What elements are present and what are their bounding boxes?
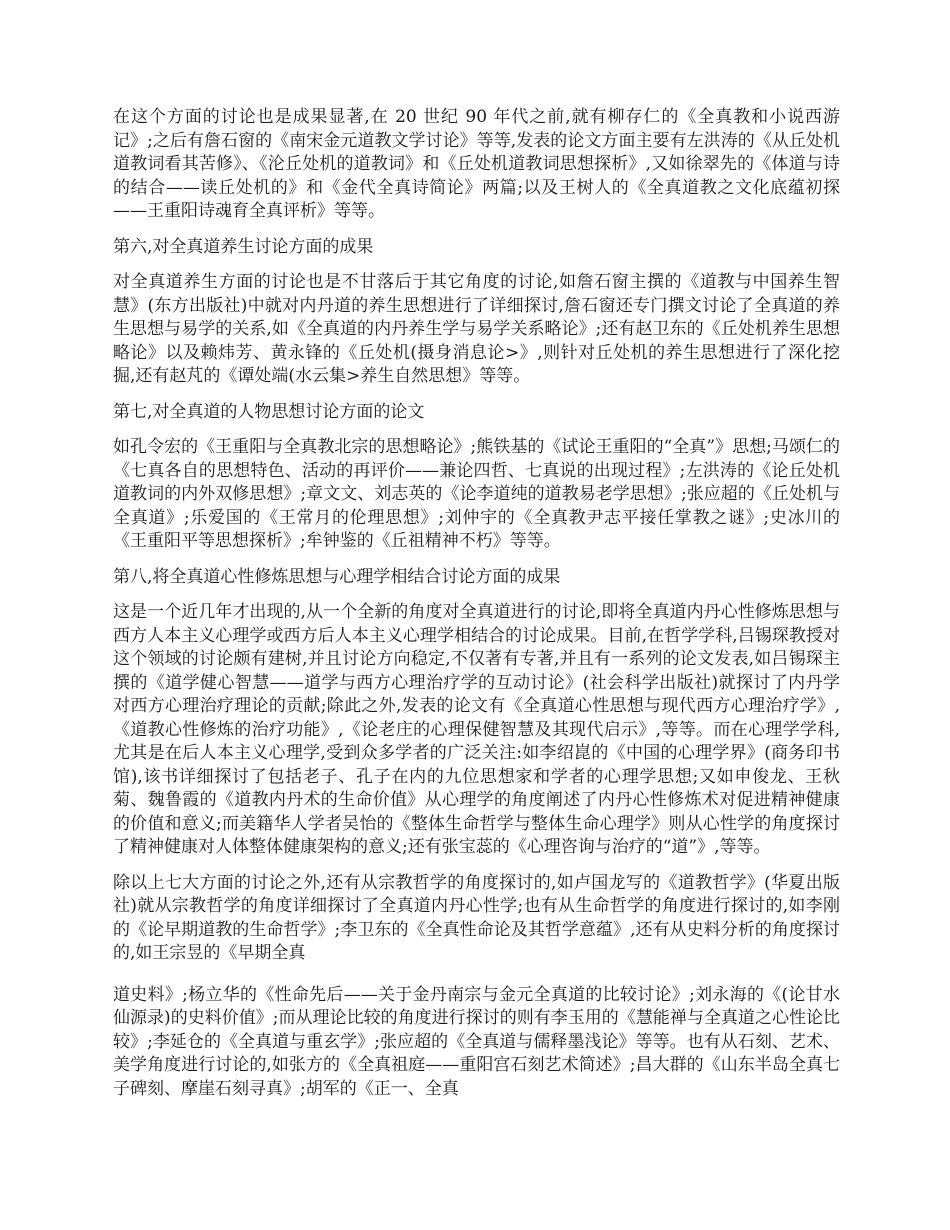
paragraph-health-research: 对全真道养生方面的讨论也是不甘落后于其它角度的讨论,如詹石窗主撰的《道教与中国养生智慧》(东方出版社)中就对内丹道的养生思想进行了详细探讨,詹石窗还专门撰文讨论了全真道的养生思想与易学的关系,如《全真道的内丹养生学与易学关系略论》;还有赵卫东的《丘处机养生思想略论》以及赖炜芳、黄永锋的《丘处机(摄身消息论>》,则针对丘处机的养生思想进行了深化挖掘,还有赵芃的《谭处端(水云集>养生自然思想》等等。 <box>113 272 840 386</box>
paragraph-literature-research: 在这个方面的讨论也是成果显著,在 20 世纪 90 年代之前,就有柳存仁的《全真教和小说西游记》;之后有詹石窗的《南宋金元道教文学讨论》等等,发表的论文方面主要有左洪涛的《从丘处机道教词看其苦修》、《沦丘处机的道教词》和《丘处机道教词思想探析》,又如徐翠先的《体道与诗的结合——读丘处机的》和《金代全真诗简论》两篇;以及王树人的《全真道教之文化底蕴初探——王重阳诗魂育全真评析》等等。 <box>113 107 840 221</box>
paragraph-other-research: 除以上七大方面的讨论之外,还有从宗教哲学的角度探讨的,如卢国龙写的《道教哲学》(华夏出版社)就从宗教哲学的角度详细探讨了全真道内丹心性学;也有从生命哲学的角度进行探讨的,如李刚的《论早期道教的生命哲学》;李卫东的《全真性命论及其哲学意蕴》,还有从史料分析的角度探讨的,如王宗昱的《早期全真 <box>113 872 840 963</box>
paragraph-figures-research: 如孔令宏的《王重阳与全真教北宗的思想略论》;熊铁基的《试论王重阳的“全真”》思想;马颂仁的《七真各自的思想特色、活动的再评价——兼论四哲、七真说的出现过程》;左洪涛的《论丘处机道教词的内外双修思想》;章文文、刘志英的《论李道纯的道教易老学思想》;张应超的《丘处机与全真道》;乐爱国的《王常月的伦理思想》;刘仲宇的《全真教尹志平接任掌教之谜》;史冰川的《王重阳平等思想探析》;牟钟鉴的《丘祖精神不朽》等等。 <box>113 437 841 551</box>
section-heading-health: 第六,对全真道养生讨论方面的成果 <box>113 236 374 257</box>
section-heading-figures: 第七,对全真道的人物思想讨论方面的论文 <box>113 401 425 422</box>
paragraph-other-research-continued: 道史料》;杨立华的《性命先后——关于金丹南宗与金元全真道的比较讨论》;刘永海的《(论甘水仙源录)的史料价值》;而从理论比较的角度进行探讨的则有李玉用的《慧能禅与全真道之心性论比较》;李延仓的《全真道与重玄学》;张应超的《全真道与儒释墨浅论》等等。也有从石刻、艺术、美学角度进行讨论的,如张方的《全真祖庭——重阳宫石刻艺术简述》;昌大群的《山东半岛全真七子碑刻、摩崖石刻寻真》;胡军的《正一、全真 <box>113 984 840 1099</box>
page-break-gap <box>113 974 840 984</box>
paragraph-psychology-research: 这是一个近几年才出现的,从一个全新的角度对全真道进行的讨论,即将全真道内丹心性修炼思想与西方人本主义心理学或西方后人本主义心理学相结合的讨论成果。目前,在哲学学科,吕锡琛教授对这个领域的讨论颇有建树,并且讨论方向稳定,不仅著有专著,并且有一系列的论文发表,如吕锡琛主撰的《道学健心智慧——道学与西方心理治疗学的互动讨论》(社会科学出版社)就探讨了内丹学对西方心理治疗理论的贡献;除此之外,发表的论文有《全真道心性思想与现代西方心理治疗学》,《道教心性修炼的治疗功能》,《论老庄的心理保健智慧及其现代启示》,等等。而在心理学学科,尤其是在后人本主义心理学,受到众多学者的广泛关注:如李绍崑的《中国的心理学界》(商务印书馆),该书详细探讨了包括老子、孔子在内的九位思想家和学者的心理学思想;又如申俊龙、王秋菊、魏鲁霞的《道教内丹术的生命价值》从心理学的角度阐述了内丹心性修炼术对促进精神健康的价值和意义;而美籍华人学者吴怡的《整体生命哲学与整体生命心理学》则从心性学的角度探讨了精神健康对人体整体健康架构的意义;还有张宝蕊的《心理咨询与治疗的“道”》,等等。 <box>113 602 840 857</box>
section-heading-psychology: 第八,将全真道心性修炼思想与心理学相结合讨论方面的成果 <box>113 566 561 587</box>
